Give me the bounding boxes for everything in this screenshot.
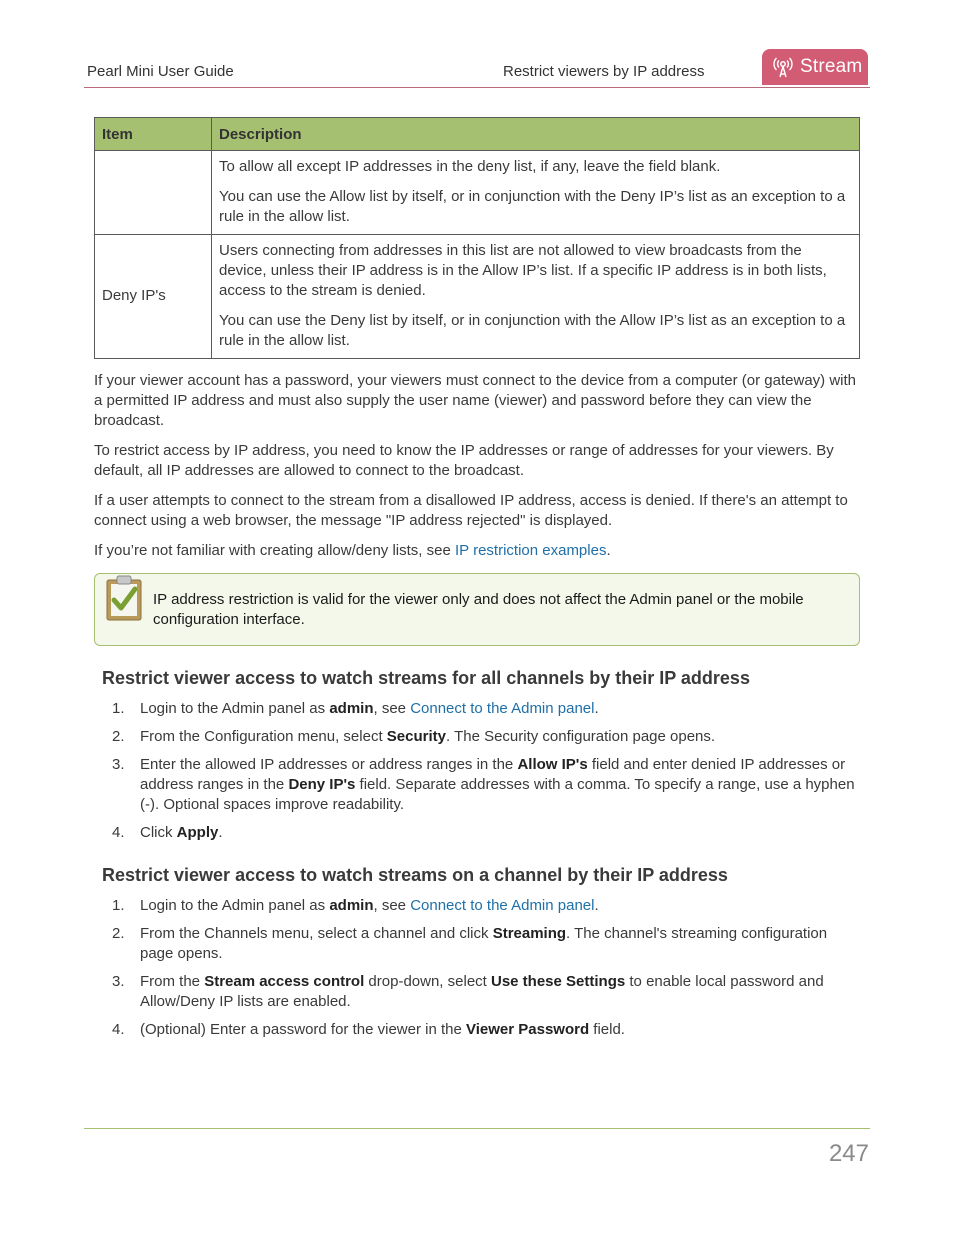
step-text	[140, 727, 862, 747]
text: field.	[589, 1021, 625, 1038]
stream-badge-label: Stream	[800, 56, 863, 77]
description-paragraph: To allow all except IP addresses in the deny list, if any, leave the field blank.	[219, 158, 721, 175]
text: .	[606, 542, 611, 559]
table-header-description: Description	[212, 118, 860, 151]
ui-term: admin	[329, 897, 374, 914]
step-text	[140, 755, 862, 815]
step-number: 3.	[112, 756, 125, 773]
steps-list	[112, 699, 862, 851]
stream-broadcast-icon	[772, 55, 794, 79]
step-text	[140, 924, 862, 964]
text: field. Separate addresses with a comma. To specify a range, use a hyphen (-). Optional spaces improve readability.	[140, 776, 855, 813]
note-box	[94, 573, 860, 646]
table-cell-description	[212, 235, 860, 359]
text: If you’re not familiar with creating allow/deny lists, see	[94, 542, 455, 559]
list-item	[112, 727, 862, 747]
page-number: 247	[828, 1140, 869, 1167]
ip-restriction-examples-link[interactable]: IP restriction examples	[455, 542, 607, 559]
body-paragraph: If your viewer account has a password, your viewers must connect to the device from a computer (or gateway) with a permitted IP address and must also supply the user name (viewer) and password before they can view the broadcast.	[94, 372, 856, 429]
note-text: IP address restriction is valid for the viewer only and does not affect the Admin panel or the mobile configuration interface.	[153, 591, 804, 628]
footer-divider	[84, 1128, 870, 1129]
body-paragraph: If a user attempts to connect to the stream from a disallowed IP address, access is denied. If there's an attempt to connect using a web browser, the message "IP address rejected" is displayed.	[94, 492, 848, 529]
step-text	[140, 823, 862, 843]
step-number: 1.	[112, 700, 125, 717]
ui-term: Security	[386, 728, 446, 745]
ui-term: Deny IP's	[288, 776, 356, 793]
ui-term: Streaming	[492, 925, 567, 942]
text: Click	[140, 824, 177, 841]
body-paragraph	[94, 541, 864, 561]
table-cell-item: Deny IP's	[95, 235, 212, 359]
list-item	[112, 972, 862, 1012]
body-paragraph: To restrict access by IP address, you need to know the IP addresses or range of addresses for your viewers. By default, all IP addresses are allowed to connect to the broadcast.	[94, 442, 834, 479]
text: From the	[140, 973, 205, 990]
ui-term: Allow IP's	[517, 756, 588, 773]
section-heading: Restrict viewer access to watch streams for all channels by their IP address	[102, 668, 750, 688]
step-text	[140, 1020, 862, 1040]
text: Enter the allowed IP addresses or address ranges in the	[140, 756, 518, 773]
description-paragraph: Users connecting from addresses in this list are not allowed to view broadcasts from the device, unless their IP address is in the Allow IP’s list. If a specific IP address is in both lists, access to the stream is denied.	[219, 242, 827, 299]
clipboard-check-icon	[105, 574, 143, 622]
text: Login to the Admin panel as	[140, 897, 330, 914]
stream-badge	[762, 49, 868, 85]
step-text	[140, 896, 862, 916]
text: .	[594, 700, 599, 717]
step-number: 2.	[112, 728, 125, 745]
table-header-item: Item	[95, 118, 212, 151]
item-description-table	[94, 117, 860, 359]
step-number: 1.	[112, 897, 125, 914]
steps-list	[112, 896, 862, 1048]
text: field and enter denied IP addresses or address ranges in the	[140, 756, 846, 793]
ui-term: Apply	[176, 824, 219, 841]
step-number: 4.	[112, 1021, 125, 1038]
table-cell-description	[212, 151, 860, 235]
list-item	[112, 924, 862, 964]
ui-term: admin	[329, 700, 374, 717]
list-item	[112, 823, 862, 843]
list-item	[112, 896, 862, 916]
description-paragraph: You can use the Allow list by itself, or in conjunction with the Deny IP’s list as an exception to a rule in the allow list.	[219, 188, 846, 225]
text: to enable local password and Allow/Deny IP lists are enabled.	[140, 973, 824, 1010]
text: , see	[373, 700, 411, 717]
step-number: 2.	[112, 925, 125, 942]
text: .	[218, 824, 223, 841]
connect-admin-panel-link[interactable]: Connect to the Admin panel	[410, 897, 595, 914]
table-cell-item	[95, 151, 212, 235]
ui-term: Stream access control	[204, 973, 365, 990]
section-title: Restrict viewers by IP address	[503, 63, 705, 80]
list-item	[112, 1020, 862, 1040]
ui-term: Viewer Password	[466, 1021, 590, 1038]
section-heading: Restrict viewer access to watch streams on a channel by their IP address	[102, 865, 728, 885]
step-text	[140, 699, 862, 719]
text: . The channel's streaming configuration page opens.	[140, 925, 828, 962]
text: From the Channels menu, select a channel and click	[140, 925, 493, 942]
table-row	[95, 235, 860, 359]
text: drop-down, select	[364, 973, 491, 990]
list-item	[112, 755, 862, 815]
text: . The Security configuration page opens.	[446, 728, 716, 745]
ui-term: Use these Settings	[491, 973, 626, 990]
text: From the Configuration menu, select	[140, 728, 387, 745]
text: (Optional) Enter a password for the viewer in the	[140, 1021, 466, 1038]
step-number: 4.	[112, 824, 125, 841]
step-number: 3.	[112, 973, 125, 990]
description-paragraph: You can use the Deny list by itself, or in conjunction with the Allow IP’s list as an exception to a rule in the allow list.	[219, 312, 846, 349]
guide-title: Pearl Mini User Guide	[87, 63, 234, 80]
list-item	[112, 699, 862, 719]
table-row	[95, 151, 860, 235]
text: , see	[373, 897, 411, 914]
header-divider	[84, 87, 870, 88]
text: Login to the Admin panel as	[140, 700, 330, 717]
connect-admin-panel-link[interactable]: Connect to the Admin panel	[410, 700, 595, 717]
step-text	[140, 972, 862, 1012]
text: .	[594, 897, 599, 914]
